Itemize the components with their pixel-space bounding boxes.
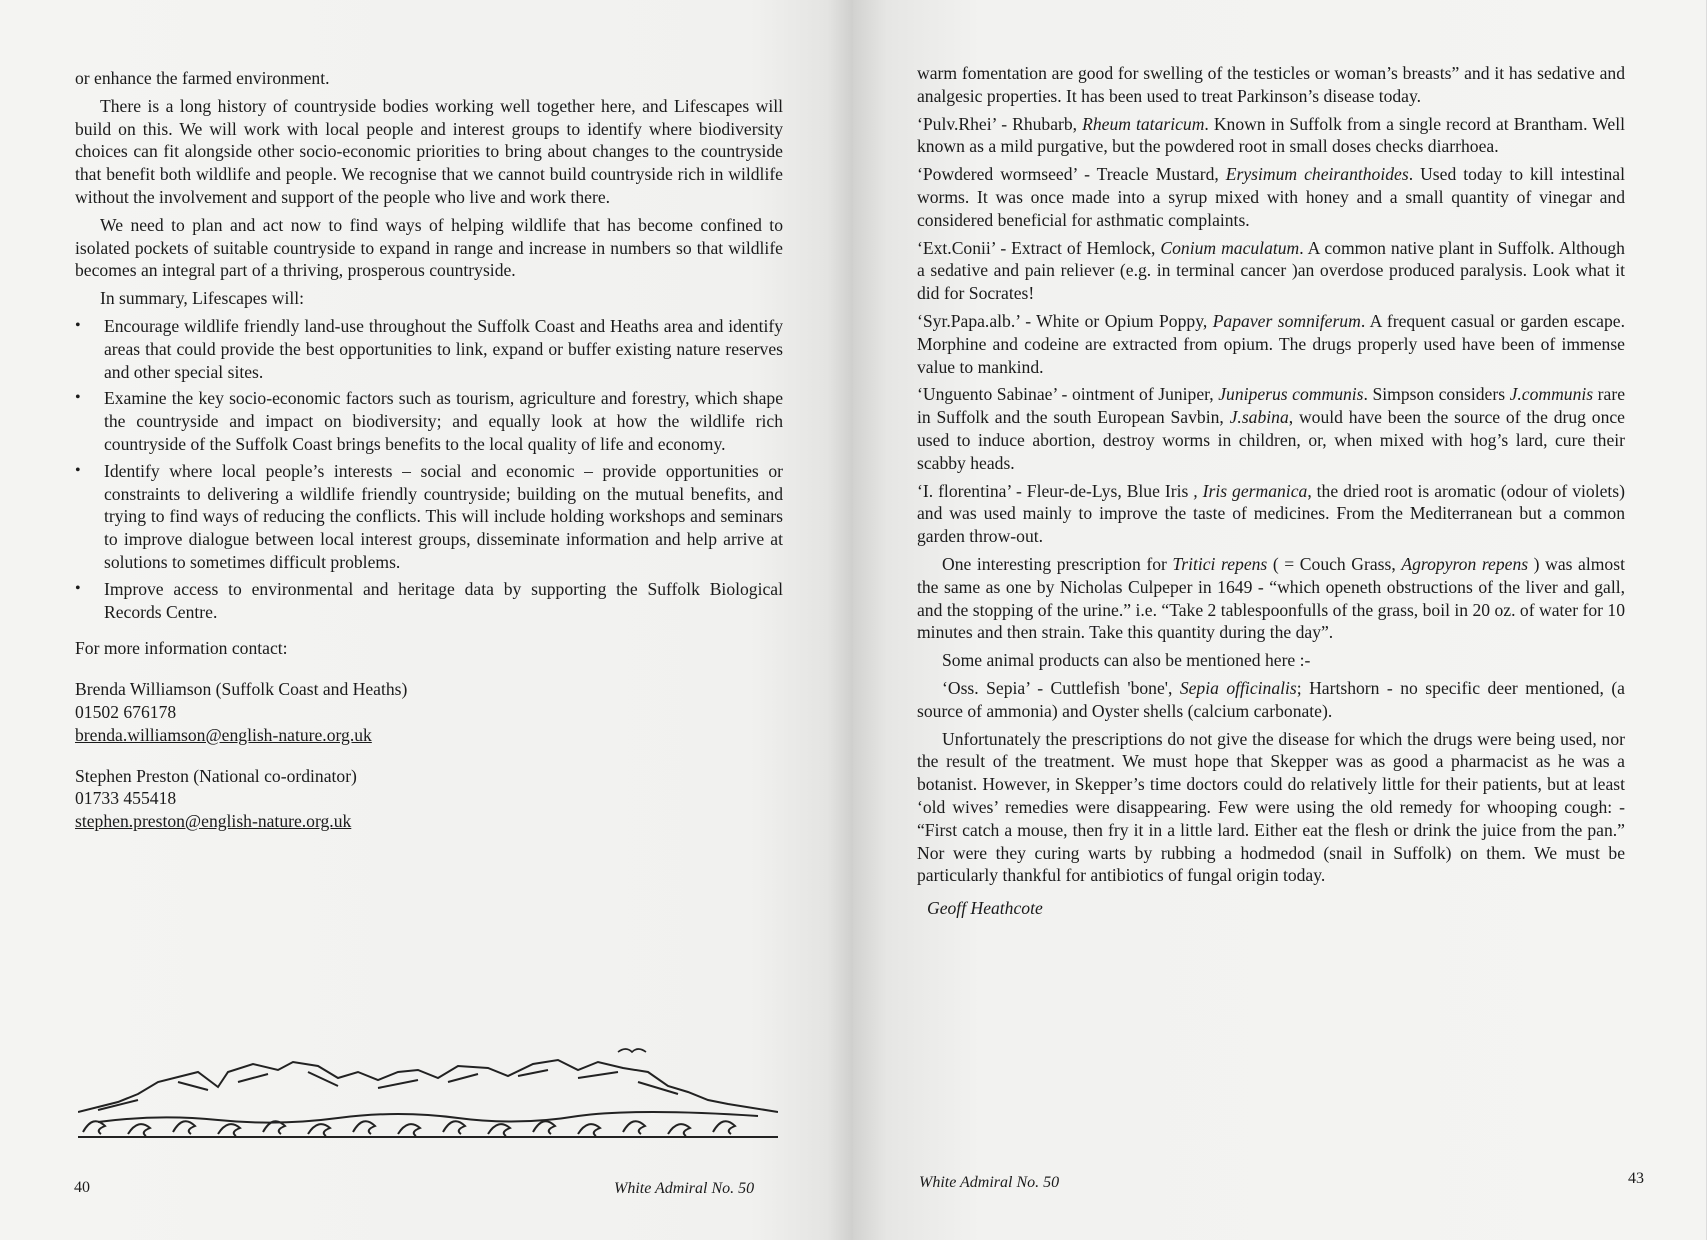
list-item <box>75 315 783 383</box>
list-item <box>75 460 783 574</box>
list-item-text: Identify where local people’s interests – social and economic – provide opportunities or constraints to delivering a wildlife friendly countryside; building on the mutual benefits, and trying to find ways of reducing the conflicts. This will include holding workshops and seminars to improve dialogue between local interest groups, disseminate information and help arrive at solutions to sometimes difficult problems. <box>104 460 783 572</box>
latin-name: J.sabina <box>1229 407 1289 428</box>
latin-name: Sepia officinalis <box>1179 677 1297 698</box>
bullet-icon: • <box>75 461 81 479</box>
contact-intro: For more information contact: <box>75 638 288 659</box>
entry-text: , would have been the source of the drug once used to induce abortion, destroy worms in children, or, when mixed with hog’s lard, cure their scabby heads. <box>917 407 1625 473</box>
latin-name: Conium maculatum <box>1160 237 1300 258</box>
contact-phone: 01733 455418 <box>75 788 177 809</box>
latin-name: Juniperus communis <box>1218 384 1364 405</box>
left-page <box>0 0 853 1240</box>
entry-oss-sepia <box>917 677 1625 723</box>
latin-name: J.communis <box>1509 384 1594 405</box>
list-item-text: Examine the key socio-economic factors such as tourism, agriculture and forestry, which shape the countryside and impact on biodiversity; and equally look at how the wildlife rich countryside of the Suffolk Coast brings benefits to the local quality of life and economy. <box>104 388 783 454</box>
list-item <box>75 387 783 455</box>
summary-list <box>75 315 783 623</box>
paragraph: Unfortunately the prescriptions do not give the disease for which the drugs were being used, nor the result of the treatment. We must hope that Skepper was as good a pharmacist as he was a botanist. However, in Skepper’s time doctors could do relatively little for their patients, but at least ‘old wives’ remedies were disappearing. Few were using the old remedy for whooping cough: - “First catch a mouse, then fry it in a little lard. Either eat the flesh or drink the juice from the pan.” Nor were they curing warts by rubbing a hodmedod (snail in Suffolk) on them. We must be particularly thankful for antibiotics of fungal origin today. <box>917 728 1625 886</box>
page-number: 43 <box>1628 1170 1644 1187</box>
bullet-icon: • <box>75 389 81 407</box>
latin-name: Erysimum cheiranthoides <box>1225 164 1409 185</box>
entry-label: ‘I. florentina’ - Fleur-de-Lys, Blue Iris <box>917 480 1194 501</box>
entry-syr-papa <box>917 310 1625 378</box>
list-item-text: Encourage wildlife friendly land-use throughout the Suffolk Coast and Heaths area and identify areas that could provide the best opportunities to link, expand or buffer existing nature reserves and other special sites. <box>104 315 783 382</box>
contact-block-brenda <box>75 678 783 746</box>
paragraph: We need to plan and act now to find ways of helping wildlife that has become confined to isolated pockets of suitable countryside to expand in range and increase in numbers so that wildlife becomes an integral part of a thriving, prosperous countryside. <box>75 214 783 281</box>
entry-text: . Simpson considers <box>1363 384 1510 405</box>
latin-name: Iris germanica <box>1202 480 1308 501</box>
latin-name: Papaver somniferum <box>1212 310 1361 331</box>
contact-section <box>75 637 783 833</box>
paragraph: There is a long history of countryside bodies working well together here, and Lifescapes will build on this. We will work with local people and interest groups to identify where biodiversity choices can fit alongside other socio-economic priorities to bring about changes to the countryside that benefit both wildlife and people. We recognise that we cannot build countryside rich in wildlife without the involvement and support of the people who live and work there. <box>75 95 783 207</box>
entry-unguento-sabinae <box>917 383 1625 474</box>
entry-text: . A frequent casual or garden escape. Morphine and codeine are extracted from opium. The drugs properly used have been of immense value to mankind. <box>917 310 1625 377</box>
entry-text: . A common native plant in Suffolk. Although a sedative and pain reliever (e.g. in terminal cancer )an overdose produced paralysis. Look what it did for Socrates! <box>917 237 1625 304</box>
left-page-body <box>75 67 783 833</box>
page-number: 40 <box>74 1179 90 1196</box>
entry-text: rare in Suffolk and the south European Savbin, <box>917 384 1626 428</box>
entry-label: ‘Oss. Sepia’ - Cuttlefish 'bone', <box>942 677 1180 698</box>
entry-text: , the dried root is aromatic (odour of violets) and was used mainly to improve the taste of medicines. From the Mediterranean but a common garden throw-out. <box>917 480 1625 547</box>
entry-label: ‘Powdered wormseed’ - Treacle Mustard, <box>917 164 1226 185</box>
entry-separator: , <box>1193 480 1203 501</box>
entry-pulv-rhei <box>917 113 1625 159</box>
running-footer: White Admiral No. 50 <box>614 1180 755 1197</box>
bullet-icon: • <box>75 316 81 334</box>
entry-wormseed <box>917 163 1625 231</box>
entry-text: ; Hartshorn - no specific deer mentioned, (a source of ammonia) and Oyster shells (calcium carbonate). <box>917 677 1625 721</box>
list-item-text: Improve access to environmental and heritage data by supporting the Suffolk Biological Records Centre. <box>104 578 783 622</box>
latin-name: Agropyron repens <box>1401 553 1529 574</box>
contact-phone: 01502 676178 <box>75 701 177 722</box>
contact-email-link[interactable]: stephen.preston@english-nature.org.uk <box>75 811 352 832</box>
contact-email-link[interactable]: brenda.williamson@english-nature.org.uk <box>75 724 372 745</box>
entry-text: ( = Couch Grass, <box>1267 553 1402 574</box>
contact-block-stephen <box>75 765 783 833</box>
entry-text: . Known in Suffolk from a single record at Brantham. Well known as a mild purgative, but the powdered root in small doses checks diarrhoea. <box>917 113 1625 157</box>
latin-name: Rheum tataricum <box>1082 113 1205 134</box>
paragraph: or enhance the farmed environment. <box>75 68 330 88</box>
latin-name: Tritici repens <box>1172 553 1268 574</box>
paragraph-tritici <box>917 553 1625 644</box>
list-item <box>75 578 783 624</box>
entry-label: ‘Syr.Papa.alb.’ - White or Opium Poppy, <box>917 310 1213 331</box>
coastline-illustration <box>78 1042 778 1142</box>
entry-text: ) was almost the same as one by Nicholas Culpeper in 1649 - “which openeth obstructions of the liver and gall, and the stopping of the urine.” i.e. “Take 2 tablespoonfulls of the grass, boil in 20 oz. of water for 10 minutes and then strain. Take this quantity during the day”. <box>917 553 1625 643</box>
running-footer: White Admiral No. 50 <box>919 1174 1060 1191</box>
right-page <box>853 0 1706 1240</box>
right-page-body <box>917 62 1625 920</box>
entry-text: One interesting prescription for <box>942 553 1173 574</box>
contact-name: Brenda Williamson (Suffolk Coast and Heaths) <box>75 679 408 700</box>
entry-text: . Used today to kill intestinal worms. It was once made into a syrup mixed with honey and a small quantity of vinegar and considered beneficial for asthmatic complaints. <box>917 164 1625 230</box>
entry-ext-conii <box>917 237 1625 305</box>
summary-intro: In summary, Lifescapes will: <box>100 288 305 309</box>
entry-label: ‘Unguento Sabinae’ - ointment of Juniper, <box>917 384 1219 405</box>
paragraph: Some animal products can also be mentioned here :- <box>942 650 1311 671</box>
paragraph: warm fomentation are good for swelling of the testicles or woman’s breasts” and it has sedative and analgesic properties. It has been used to treat Parkinson’s disease today. <box>917 63 1625 106</box>
contact-name: Stephen Preston (National co-ordinator) <box>75 765 357 786</box>
entry-label: ‘Ext.Conii’ - Extract of Hemlock, <box>917 237 1161 258</box>
entry-label: ‘Pulv.Rhei’ - Rhubarb, <box>917 113 1083 134</box>
bullet-icon: • <box>75 579 81 597</box>
author-signature: Geoff Heathcote <box>927 898 1043 919</box>
entry-florentina <box>917 480 1625 548</box>
